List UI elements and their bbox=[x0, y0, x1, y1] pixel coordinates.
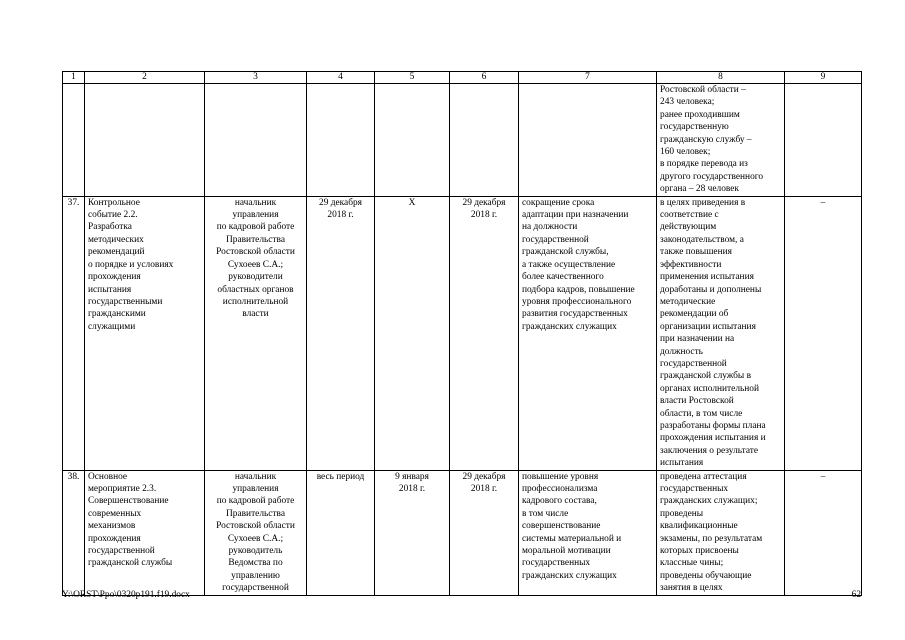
responsible-cell: начальник управления по кадровой работе Правительства Ростовской области Сухоеев С.А.; руководители областных органов исполнительной власти bbox=[205, 196, 307, 470]
note-cell: – bbox=[785, 470, 862, 595]
event-name-cell: Контрольное событие 2.2. Разработка методических рекомендаций о порядке и условиях прохождения испытания государственными гражданскими служащими bbox=[85, 196, 205, 470]
header-cell: 7 bbox=[519, 72, 657, 84]
table-cell bbox=[375, 84, 450, 197]
header-cell: 6 bbox=[450, 72, 519, 84]
date-cell-col4: 29 декабря 2018 г. bbox=[307, 196, 375, 470]
table-cell bbox=[205, 84, 307, 197]
table-row-continuation bbox=[63, 84, 862, 197]
header-cell: 4 bbox=[307, 72, 375, 84]
header-cell: 3 bbox=[205, 72, 307, 84]
header-cell: 2 bbox=[85, 72, 205, 84]
row-number-cell: 38. bbox=[63, 470, 85, 595]
table-cell bbox=[85, 84, 205, 197]
header-cell: 1 bbox=[63, 72, 85, 84]
expected-result-cell: сокращение срока адаптации при назначении на должности государственной гражданской службы, а также осуществление более качественного подбора кадров, повышение уровня профессионального развития государственных гражданских служащих bbox=[519, 196, 657, 470]
plan-table bbox=[62, 71, 862, 596]
expected-result-cell: повышение уровня профессионализма кадрового состава, в том числе совершенствование системы материальной и моральной мотивации государственных гражданских служащих bbox=[519, 470, 657, 595]
table-row-38 bbox=[63, 470, 862, 595]
table-cell bbox=[519, 84, 657, 197]
event-name-cell: Основное мероприятие 2.3. Совершенствование современных механизмов прохождения государственной гражданской службы bbox=[85, 470, 205, 595]
result-actual-cell: проведена аттестация государственных гражданских служащих; проведены квалификационные экзамены, по результатам которых присвоены классные чины; проведены обучающие занятия в целях bbox=[657, 470, 785, 595]
date-cell-col5: Х bbox=[375, 196, 450, 470]
date-cell-col6: 29 декабря 2018 г. bbox=[450, 196, 519, 470]
date-cell-col5: 9 января 2018 г. bbox=[375, 470, 450, 595]
footer-file-path: Y:\ORST\Ppo\0320p191.f19.docx bbox=[62, 590, 190, 600]
table-row-37 bbox=[63, 196, 862, 470]
header-cell: 9 bbox=[785, 72, 862, 84]
footer-page-number: 62 bbox=[851, 590, 861, 600]
result-actual-cell: Ростовской области – 243 человека; ранее проходившим государственную гражданскую службу – 160 человек; в порядке перевода из другого государственного органа – 28 человек bbox=[657, 84, 785, 197]
note-cell: – bbox=[785, 196, 862, 470]
table-cell bbox=[63, 84, 85, 197]
header-cell: 5 bbox=[375, 72, 450, 84]
date-cell-col4: весь период bbox=[307, 470, 375, 595]
table-cell bbox=[450, 84, 519, 197]
table-header-row bbox=[63, 72, 862, 84]
header-cell: 8 bbox=[657, 72, 785, 84]
responsible-cell: начальник управления по кадровой работе Правительства Ростовской области Сухоеев С.А.; руководитель Ведомства по управлению государственной bbox=[205, 470, 307, 595]
table-cell bbox=[307, 84, 375, 197]
date-cell-col6: 29 декабря 2018 г. bbox=[450, 470, 519, 595]
result-actual-cell: в целях приведения в соответствие с действующим законодательством, а также повышения эффективности применения испытания доработаны и дополнены методические рекомендации об организации испытания при назначении на должность государственной гражданской службы в органах исполнительной власти Ростовской области, в том числе разработаны формы плана прохождения испытания и заключения о результате испытания bbox=[657, 196, 785, 470]
row-number-cell: 37. bbox=[63, 196, 85, 470]
table-cell bbox=[785, 84, 862, 197]
